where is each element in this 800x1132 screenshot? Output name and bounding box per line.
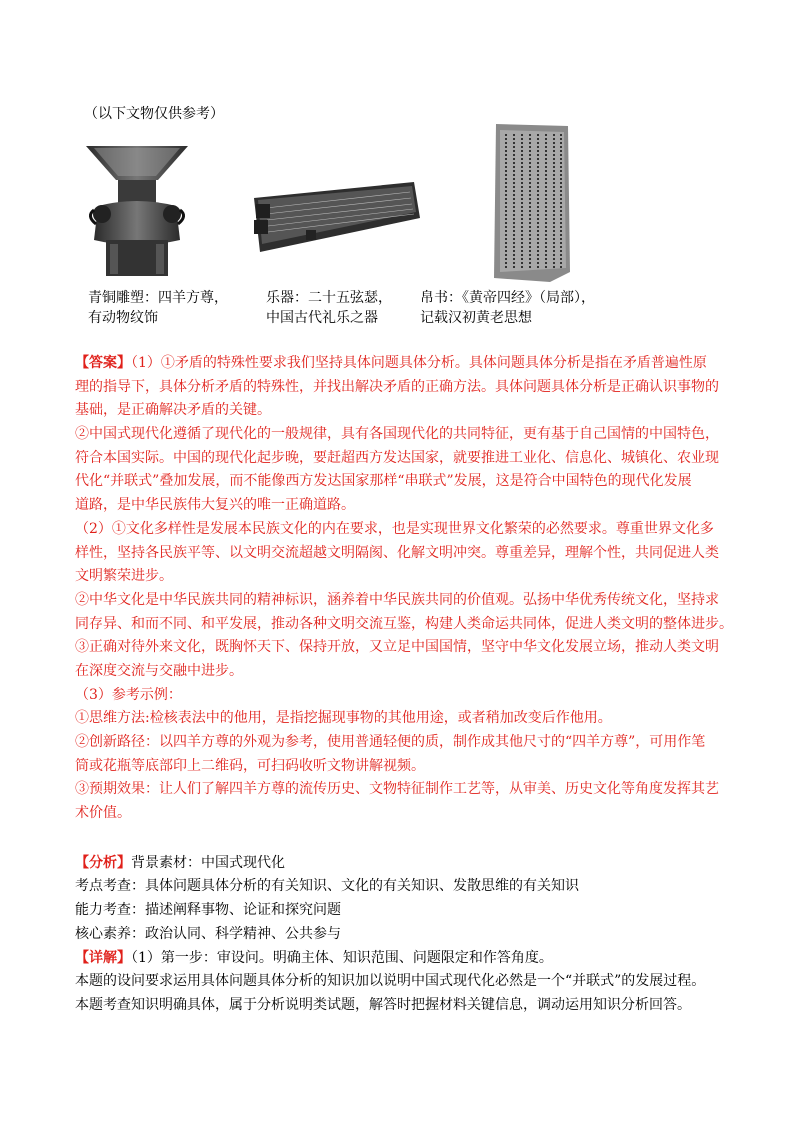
answer-line: 筒或花瓶等底部印上二维码，可扫码收听文物讲解视频。 xyxy=(75,757,425,774)
silk-book-caption: 帛书：《黄帝四经》（局部）， 记载汉初黄老思想 xyxy=(420,290,595,326)
bronze-zun-caption: 青铜雕塑：四羊方尊， 有动物纹饰 xyxy=(88,290,228,326)
answer-line: 理的指导下，具体分析矛盾的特殊性，并找出解决矛盾的正确方法。具体问题具体分析是正确认识事物的 xyxy=(75,378,719,395)
detail-line: 本题的设问要求运用具体问题具体分析的知识加以说明中国式现代化必然是一个“并联式”的发展过程。 xyxy=(75,973,706,990)
answer-line: 同存异、和而不同、和平发展，推动各种文明交流互鉴，构建人类命运共同体，促进人类文明的整体进步。 xyxy=(75,615,733,632)
answer-line: ③正确对待外来文化，既胸怀天下、保持开放，又立足中国国情，坚守中华文化发展立场，推动人类文明 xyxy=(75,639,719,656)
zither-caption: 乐器：二十五弦瑟， 中国古代礼乐之器 xyxy=(266,290,392,326)
answer-line: 符合本国实际。中国的现代化起步晚，要赶超西方发达国家，就要推进工业化、信息化、城镇化、农业现 xyxy=(75,449,719,466)
analysis-line: 能力考查：描述阐释事物、论证和探究问题 xyxy=(75,902,341,919)
answer-tag: 【答案】 xyxy=(75,355,131,371)
answer-line: （3）参考示例： xyxy=(75,686,182,703)
analysis-tag: 【分析】 xyxy=(75,854,131,871)
answer-line: ②中华文化是中华民族共同的精神标识，涵养着中华民族共同的价值观。弘扬中华优秀传统文化，坚持求 xyxy=(75,591,719,608)
answer-line: ②中国式现代化遵循了现代化的一般规律，具有各国现代化的共同特征，更有基于自己国情的中国特色， xyxy=(75,426,719,443)
answer-body xyxy=(75,352,735,1018)
answer-line: （2）①文化多样性是发展本民族文化的内在要求，也是实现世界文化繁荣的必然要求。尊重世界文化多 xyxy=(75,520,714,537)
detail-line: 【详解】（1）第一步：审设问。明确主体、知识范围、问题限定和作答角度。 xyxy=(75,949,553,966)
bronze-zun-image xyxy=(84,140,190,282)
answer-line: 样性，坚持各民族平等、以文明交流超越文明隔阂、化解文明冲突。尊重差异，理解个性，共同促进人类 xyxy=(75,544,719,561)
answer-line: 代化“并联式”叠加发展，而不能像西方发达国家那样“串联式”发展，这是符合中国特色的现代化发展 xyxy=(75,473,692,490)
silk-book-image xyxy=(490,122,572,284)
analysis-line: 核心素养：政治认同、科学精神、公共参与 xyxy=(75,925,341,942)
analysis-line: 考点考查：具体问题具体分析的有关知识、文化的有关知识、发散思维的有关知识 xyxy=(75,878,579,895)
answer-line: 文明繁荣进步。 xyxy=(75,568,173,585)
answer-line: 基础，是正确解决矛盾的关键。 xyxy=(75,402,271,419)
answer-line: ①思维方法:检核表法中的他用，是指挖掘现事物的其他用途，或者稍加改变后作他用。 xyxy=(75,710,612,727)
answer-line: ③预期效果：让人们了解四羊方尊的流传历史、文物特征制作工艺等，从审美、历史文化等角度发挥其艺 xyxy=(75,781,719,798)
answer-line: 术价值。 xyxy=(75,805,131,822)
answer-line: 【答案】（1）①矛盾的特殊性要求我们坚持具体问题具体分析。具体问题具体分析是指在矛盾普遍性原 xyxy=(75,355,707,371)
detail-tag: 【详解】 xyxy=(75,949,131,966)
answer-line: ②创新路径：以四羊方尊的外观为参考，使用普通轻便的质，制作成其他尺寸的“四羊方尊”，可用作笔 xyxy=(75,734,706,750)
reference-note: （以下文物仅供参考） xyxy=(84,106,224,122)
zither-image xyxy=(246,178,422,256)
answer-line: 在深度交流与交融中进步。 xyxy=(75,662,243,679)
analysis-line: 【分析】背景素材：中国式现代化 xyxy=(75,854,285,871)
answer-line: 道路，是中华民族伟大复兴的唯一正确道路。 xyxy=(75,497,355,514)
detail-line: 本题考查知识明确具体，属于分析说明类试题，解答时把握材料关键信息，调动运用知识分析回答。 xyxy=(75,996,691,1013)
